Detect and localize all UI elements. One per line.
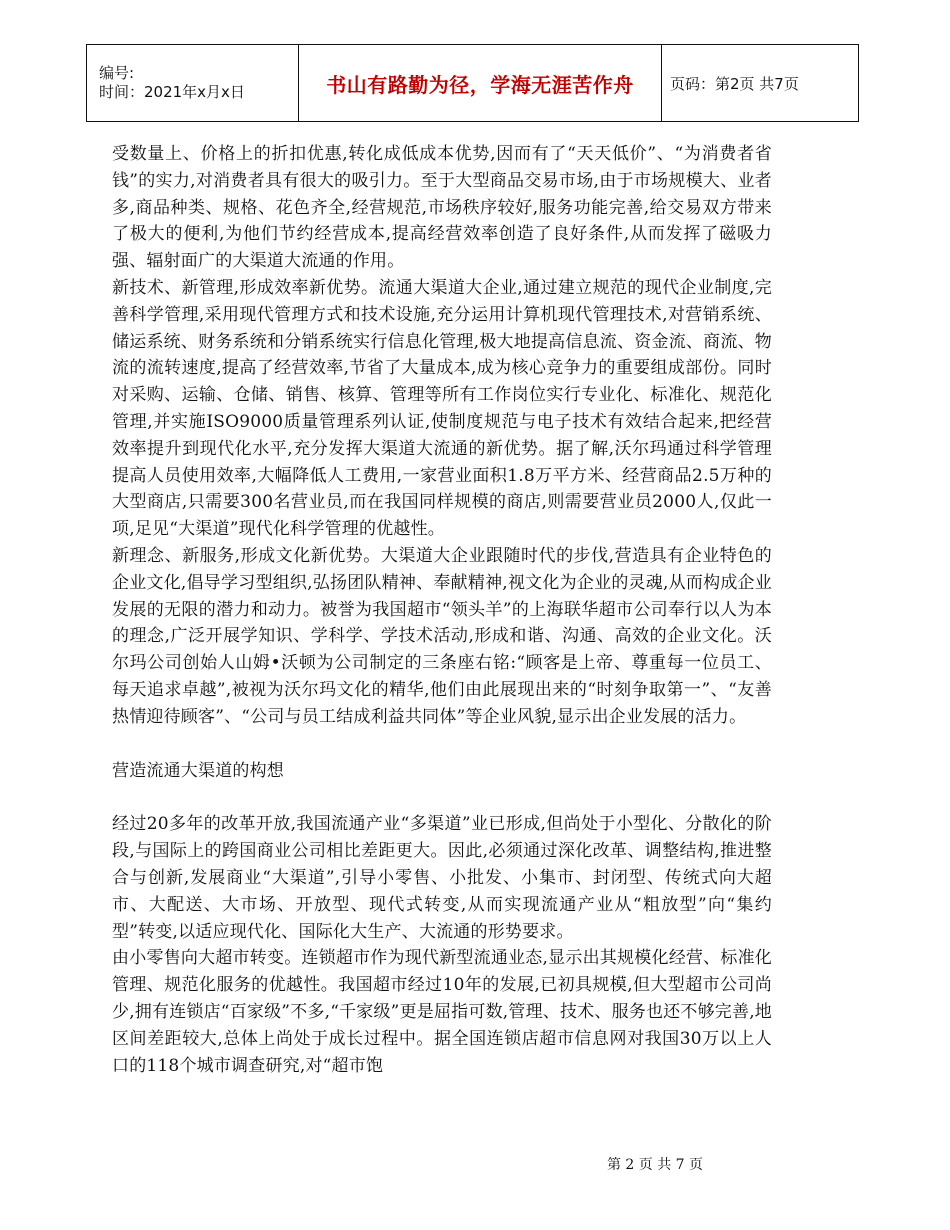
- page-footer: [0, 1154, 950, 1174]
- page-header: [86, 44, 859, 122]
- document-number-label: 编号:: [99, 64, 135, 82]
- body-paragraph: 由小零售向大超市转变。连锁超市作为现代新型流通业态,显示出其规模化经营、标准化管理、规范化服务的优越性。我国超市经过10年的发展,已初具规模,但大型超市公司尚少,拥有连锁店“百家级”不多,“千家级”更是屈指可数,管理、技术、服务也还不够完善,地区间差距较大,总体上尚处于成长过程中。据全国连锁店超市信息网对我国30万以上人口的118个城市调查研究,对“超市饱: [112, 948, 772, 1076]
- body-paragraph: 受数量上、价格上的折扣优惠,转化成低成本优势,因而有了“天天低价”、“为消费者省钱”的实力,对消费者具有很大的吸引力。至于大型商品交易市场,由于市场规模大、业者多,商品种类、规格、花色齐全,经营规范,市场秩序较好,服务功能完善,给交易双方带来了极大的便利,为他们节约经营成本,提高经营效率创造了良好条件,从而发挥了磁吸力强、辐射面广的大渠道大流通的作用。: [112, 144, 772, 272]
- body-paragraph: 经过20多年的改革开放,我国流通产业“多渠道”业已形成,但尚处于小型化、分散化的阶段,与国际上的跨国商业公司相比差距更大。因此,必须通过深化改革、调整结构,推进整合与创新,发展商业“大渠道”,引导小零售、小批发、小集市、封闭型、传统式向大超市、大配送、大市场、开放型、现代式转变,从而实现流通产业从“粗放型”向“集约型”转变,以适应现代化、国际化大生产、大流通的形势要求。: [112, 814, 772, 942]
- footer-page-number: 第 2 页 共 7 页: [606, 1157, 704, 1173]
- body-paragraph: 新理念、新服务,形成文化新优势。大渠道大企业跟随时代的步伐,营造具有企业特色的企业文化,倡导学习型组织,弘扬团队精神、奉献精神,视文化为企业的灵魂,从而构成企业发展的无限的潜力和动力。被誉为我国超市“领头羊”的上海联华超市公司奉行以人为本的理念,广泛开展学知识、学科学、学技术活动,形成和谐、沟通、高效的企业文化。沃尔玛公司创始人山姆•沃顿为公司制定的三条座右铭:“顾客是上帝、尊重每一位员工、每天追求卓越”,被视为沃尔玛文化的精华,他们由此展现出来的“时刻争取第一”、“友善热情迎待顾客”、“公司与员工结成利益共同体”等企业风貌,显示出企业发展的活力。: [112, 545, 772, 727]
- header-page-info: 页码：第2页 共7页: [662, 45, 859, 122]
- header-meta: [87, 45, 299, 122]
- section-heading: 营造流通大渠道的构想: [112, 760, 284, 781]
- document-time-label: 时间：2021年x月x日: [99, 83, 245, 101]
- body-paragraph: 新技术、新管理,形成效率新优势。流通大渠道大企业,通过建立规范的现代企业制度,完善科学管理,采用现代管理方式和技术设施,充分运用计算机现代管理技术,对营销系统、储运系统、财务系统和分销系统实行信息化管理,极大地提高信息流、资金流、商流、物流的流转速度,提高了经营效率,节省了大量成本,成为核心竞争力的重要组成部份。同时对采购、运输、仓储、销售、核算、管理等所有工作岗位实行专业化、标准化、规范化管理,并实施ISO9000质量管理系列认证,使制度规范与电子技术有效结合起来,把经营效率提升到现代化水平,充分发挥大渠道大流通的新优势。据了解,沃尔玛通过科学管理提高人员使用效率,大幅降低人工费用,一家营业面积1.8万平方米、经营商品2.5万种的大型商店,只需要300名营业员,而在我国同样规模的商店,则需要营业员2000人,仅此一项,足见“大渠道”现代化科学管理的优越性。: [112, 277, 772, 540]
- header-motto: 书山有路勤为径，学海无涯苦作舟: [299, 45, 662, 122]
- document-body: [112, 141, 772, 1079]
